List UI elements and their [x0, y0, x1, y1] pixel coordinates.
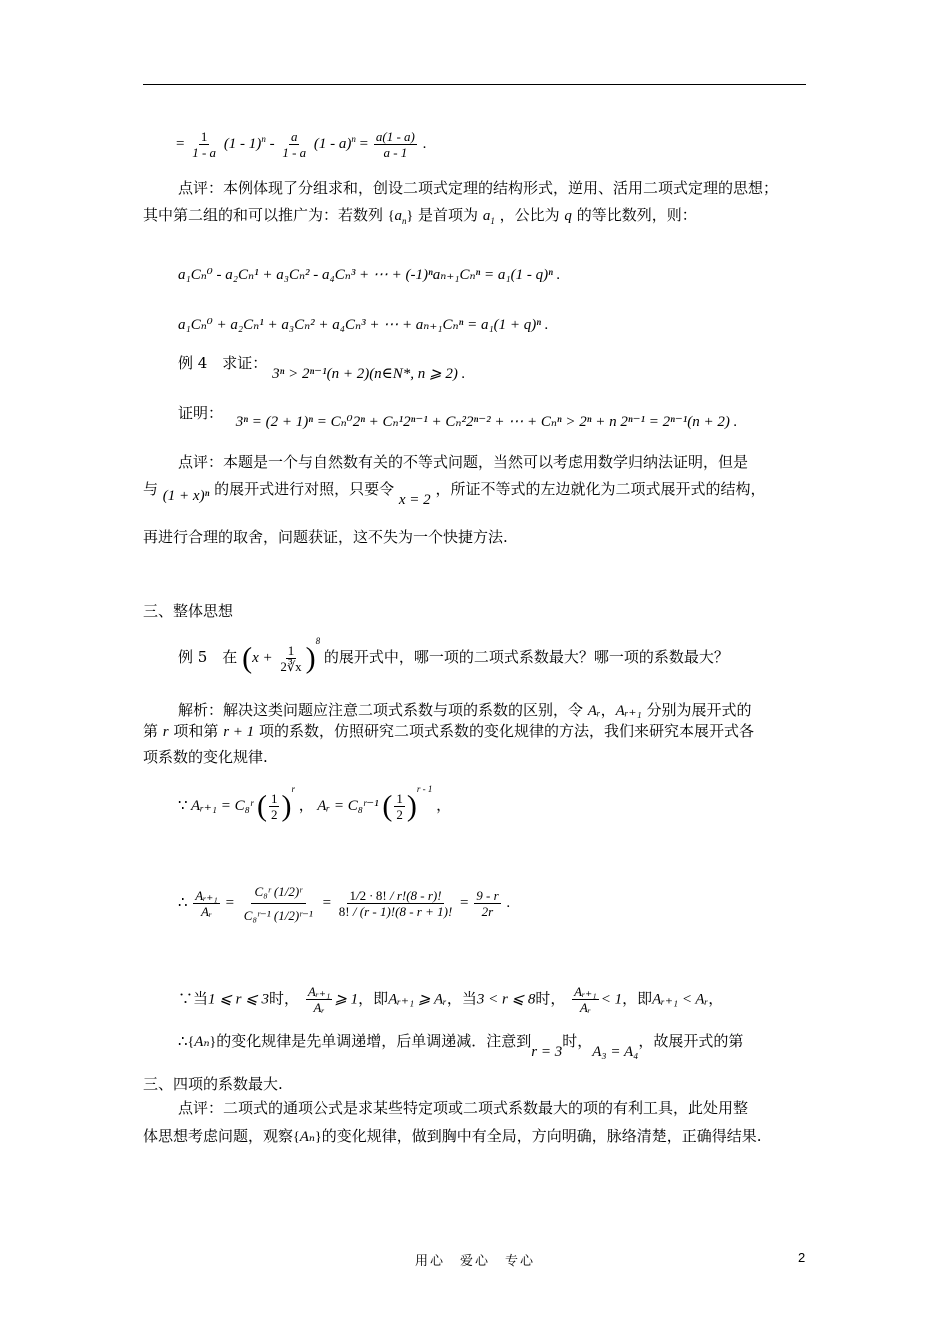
term-2: (1 - a)	[313, 136, 352, 152]
fraction-1: $\frac{1}{1 - a}$	[192, 129, 217, 161]
comment-2-line-2: 与 (1 + x)ⁿ 的展开式进行对照，只要令 x = 2 ，所证不等式的左边就化为二项式展开式的结构，	[143, 480, 766, 508]
header-rule	[143, 84, 806, 85]
coefficient-definitions: ∵ Aᵣ₊₁ = C₈ʳ ( $\frac{1}{2}$ )$^r$ ， Aᵣ = C₈ʳ⁻¹ ( $\frac{1}{2}$ )$^{r - 1}$ ，	[178, 784, 452, 823]
first-term: $a_1$	[482, 208, 495, 226]
analysis-line-3: 项系数的变化规律.	[143, 748, 268, 766]
example-5-question: 的展开式中，哪一项的二项式系数最大？哪一项的系数最大？	[323, 648, 729, 666]
top-formula: = $\frac{1}{1 - a}$ (1 - 1)$^n$ - $\frac{a}{1 - a}$ (1 - a)$^n$ = $\frac{a(1 - a)}{a - 1}$ .	[176, 129, 427, 161]
ratio-formula: ∴ $\frac{\text{Aᵣ₊₁}}{\text{Aᵣ}}$ = $\frac{\text{C₈ʳ (1/2)ʳ}}{\text{C₈ʳ⁻¹ (1/2)ʳ⁻¹}}$ = $\frac{1/2 \cdot 8! / r!(8 - r)!}{8! / (r - 1)!(8 - r + 1)!}$ = $\frac{9 - r}{2r}$ .	[178, 880, 858, 927]
comment-3-line-2: 体思想考虑问题，观察{Aₙ}的变化规律，做到胸中有全局，方向明确，脉络清楚，正确得结果.	[143, 1127, 762, 1145]
page-footer: 用心 爱心 专心	[414, 1254, 535, 1269]
example-5	[178, 636, 858, 675]
proof	[178, 402, 858, 430]
comment-3-line-1: 点评：二项式的通项公式是求某些特定项或二项式系数最大的项的有利工具，此处用整	[178, 1099, 749, 1117]
equals-sign: =	[176, 136, 185, 152]
analysis-line-2: 第 r 项和第 r + 1 项的系数，仿照研究二项式系数的变化规律的方法，我们来研究本展开式各	[143, 722, 754, 740]
conclusion-line: ∴{Aₙ}的变化规律是先单调递增，后单调递减．注意到r = 3时，A₃ = A₄，故展开式的第	[178, 1032, 744, 1060]
term-1: (1 - 1)	[223, 136, 262, 152]
sum-formula: a₁Cₙ⁰ + a₂Cₙ¹ + a₃Cₙ² + a₄Cₙ³ + ⋯ + aₙ₊₁Cₙⁿ = a₁(1 + q)ⁿ .	[178, 317, 549, 333]
final-line: 三、四项的系数最大.	[143, 1075, 283, 1093]
proof-formula: 3ⁿ = (2 + 1)ⁿ = Cₙ⁰2ⁿ + Cₙ¹2ⁿ⁻¹ + Cₙ²2ⁿ⁻² + ⋯ + Cₙⁿ > 2ⁿ + n 2ⁿ⁻¹ = 2ⁿ⁻¹(n + 2) .	[235, 414, 738, 430]
example-5-expression: (x + $\frac{1}{2∛x}$ )$^8$	[242, 636, 321, 675]
comment-2-line-3: 再进行合理的取舍，问题获证，这不失为一个快捷方法.	[143, 528, 508, 546]
example-4-formula: 3ⁿ > 2ⁿ⁻¹(n + 2)(n∈N*, n ⩾ 2) .	[272, 366, 466, 382]
comment-1-line-2: 其中第二组的和可以推广为：若数列 $\{a_n\}$ 是首项为 $a_1$ ，公比为 q 的等比数列，则：	[143, 206, 697, 226]
example-4-label: 例 4 求证：	[178, 354, 268, 372]
ratio-q: q	[564, 208, 572, 224]
section-title: 三、整体思想	[143, 602, 234, 620]
fraction-2: $\frac{a}{1 - a}$	[282, 129, 307, 161]
cases-line: ∵当1 ⩽ r ⩽ 3时， $\frac{\text{Aᵣ₊₁}}{\text{Aᵣ}}$ ⩾ 1，即Aᵣ₊₁ ⩾ Aᵣ，当3 < r ⩽ 8时， $\frac{\text{Aᵣ₊₁}}{\text{Aᵣ}}$ < 1，即Aᵣ₊₁ < Aᵣ，	[178, 984, 724, 1015]
alternating-sum-formula: a₁Cₙ⁰ - a₂Cₙ¹ + a₃Cₙ² - a₄Cₙ³ + ⋯ + (-1)ⁿaₙ₊₁Cₙⁿ = a₁(1 - q)ⁿ .	[178, 267, 561, 283]
fraction-3: $\frac{a(1 - a)}{a - 1}$	[375, 129, 415, 161]
proof-label: 证明：	[178, 404, 224, 422]
example-4	[178, 352, 858, 382]
sequence-An: {Aₙ}	[187, 1034, 217, 1050]
sequence-An-2: {Aₙ}	[293, 1129, 322, 1145]
comment-2-line-1: 点评：本题是一个与自然数有关的不等式问题，当然可以考虑用数学归纳法证明，但是	[178, 453, 749, 471]
sequence-an: $\{a_n\}$	[387, 208, 414, 226]
analysis-line-1: 解析：解决这类问题应注意二项式系数与项的系数的区别，令 Aᵣ，Aᵣ₊₁ 分别为展开式的	[178, 701, 752, 719]
page-number: 2	[798, 1250, 806, 1265]
comment-1-line-1: 点评：本例体现了分组求和，创设二项式定理的结构形式，逆用、活用二项式定理的思想；	[178, 179, 779, 197]
example-5-label: 例 5 在	[178, 648, 238, 666]
